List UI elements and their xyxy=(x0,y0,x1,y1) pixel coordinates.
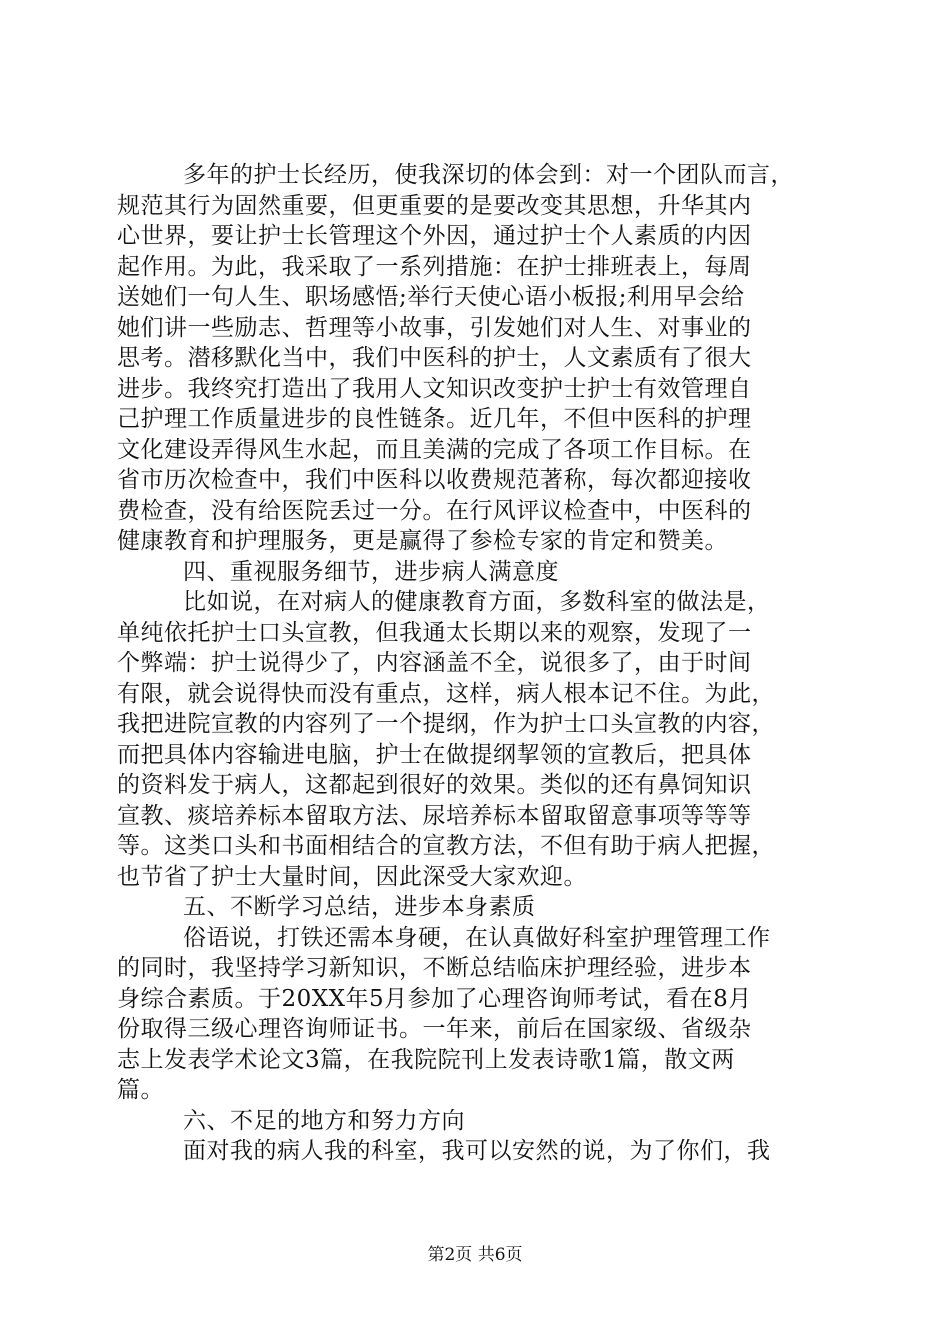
body-text-line: 文化建设弄得风生水起，而且美满的完成了各项工作目标。在 xyxy=(117,436,752,463)
body-text-line: 心世界，要让护士长管理这个外因，通过护士个人素质的内因 xyxy=(117,223,752,249)
body-text-line: 志上发表学术论文3篇，在我院院刊上发表诗歌1篇，散文两 xyxy=(117,1046,735,1073)
body-text-line: 单纯依托护士口头宣教，但我通太长期以来的观察，发现了一 xyxy=(117,619,752,646)
section-heading: 五、不断学习总结，进步本身素质 xyxy=(183,894,536,920)
body-text-line: 我把进院宣教的内容列了一个提纲，作为护士口头宣教的内容， xyxy=(117,711,775,737)
body-text-line: 起作用。为此，我采取了一系列措施：在护士排班表上，每周 xyxy=(117,253,752,280)
body-text-line: 而把具体内容输进电脑，护士在做提纲挈领的宣教后，把具体 xyxy=(117,741,752,768)
section-heading: 四、重视服务细节，进步病人满意度 xyxy=(183,558,559,585)
body-text-line: 份取得三级心理咨询师证书。一年来，前后在国家级、省级杂 xyxy=(117,1016,752,1042)
section-heading: 六、不足的地方和努力方向 xyxy=(183,1107,465,1134)
body-text-line: 健康教育和护理服务，更是赢得了参检专家的肯定和赞美。 xyxy=(117,528,728,554)
body-text-line: 宣教、痰培养标本留取方法、尿培养标本留取留意事项等等等 xyxy=(117,802,752,829)
body-text-line: 思考。潜移默化当中，我们中医科的护士，人文素质有了很大 xyxy=(117,345,752,371)
page-number-footer: 第2页 共6页 xyxy=(427,1245,523,1265)
body-text-line: 面对我的病人我的科室，我可以安然的说，为了你们，我 xyxy=(183,1138,771,1164)
body-text-line: 身综合素质。于20XX年5月参加了心理咨询师考试，看在8月 xyxy=(117,985,752,1012)
body-text-line: 篇。 xyxy=(117,1077,164,1103)
body-text-line: 有限，就会说得快而没有重点，这样，病人根本记不住。为此， xyxy=(117,680,775,707)
body-text-line: 个弊端：护士说得少了，内容涵盖不全，说很多了，由于时间 xyxy=(117,650,752,676)
body-text-line: 也节省了护士大量时间，因此深受大家欢迎。 xyxy=(117,863,587,890)
body-text-line: 己护理工作质量进步的良性链条。近几年，不但中医科的护理 xyxy=(117,406,752,432)
body-text-line: 比如说，在对病人的健康教育方面，多数科室的做法是， xyxy=(183,589,771,615)
body-text-line: 进步。我终究打造出了我用人文知识改变护士护士有效管理自 xyxy=(117,375,752,402)
body-text-line: 多年的护士长经历，使我深切的体会到：对一个团队而言， xyxy=(183,162,794,188)
body-text-line: 的同时，我坚持学习新知识，不断总结临床护理经验，进步本 xyxy=(117,955,752,981)
body-text-line: 她们讲一些励志、哲理等小故事，引发她们对人生、对事业的 xyxy=(117,314,752,341)
body-text-line: 等。这类口头和书面相结合的宣教方法，不但有助于病人把握， xyxy=(117,833,775,859)
body-text-line: 省市历次检查中，我们中医科以收费规范著称，每次都迎接收 xyxy=(117,467,752,493)
body-text-line: 俗语说，打铁还需本身硬，在认真做好科室护理管理工作 xyxy=(183,924,771,951)
body-text-line: 送她们一句人生、职场感悟;举行天使心语小板报;利用早会给 xyxy=(117,284,745,310)
body-text-line: 规范其行为固然重要，但更重要的是要改变其思想，升华其内 xyxy=(117,192,752,219)
body-text-line: 费检查，没有给医院丢过一分。在行风评议检查中，中医科的 xyxy=(117,497,752,524)
body-text-line: 的资料发于病人，这都起到很好的效果。类似的还有鼻饲知识 xyxy=(117,772,752,798)
